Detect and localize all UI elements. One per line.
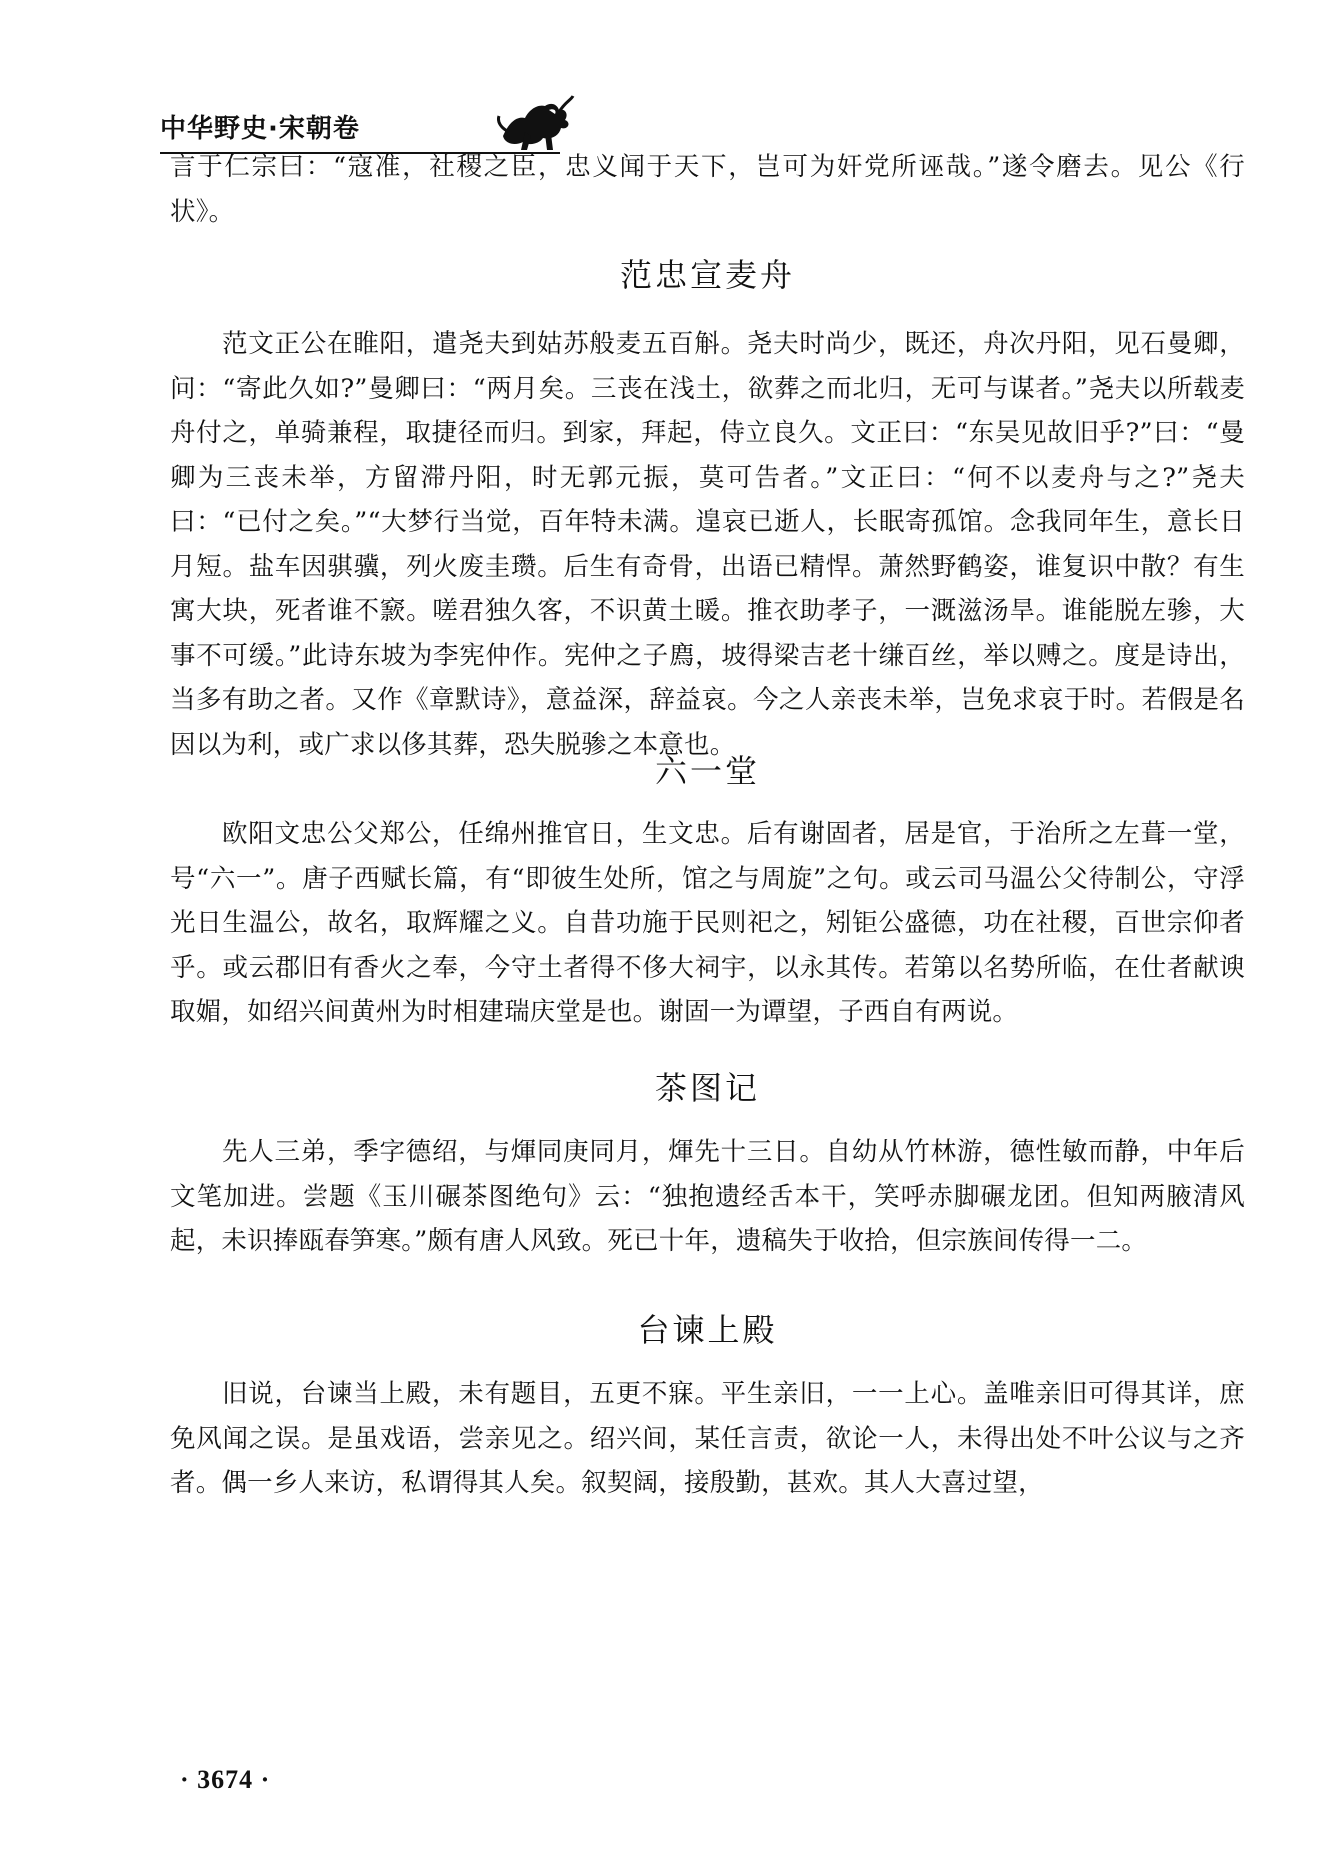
section-paragraph: 范文正公在睢阳，遣尧夫到姑苏般麦五百斛。尧夫时尚少，既还，舟次丹阳，见石曼卿，问：“寄此久如?”曼卿曰：“两月矣。三丧在浅土，欲葬之而北归，无可与谋者。”尧夫以所载麦舟付之，单骑兼程，取捷径而归。到家，拜起，侍立良久。文正曰：“东吴见故旧乎?”曰：“曼卿为三丧未举，方留滞丹阳，时无郭元振，莫可告者。”文正曰：“何不以麦舟与之?”尧夫曰：“已付之矣。”“大梦行当觉，百年特未满。遑哀已逝人，长眠寄孤馆。念我同年生，意长日月短。盐车因骐骥，列火废圭瓒。后生有奇骨，出语已精悍。萧然野鹤姿，谁复识中散？有生寓大块，死者谁不窾。嗟君独久客，不识黄土暖。推衣助孝子，一溉滋汤旱。谁能脱左骖，大事不可缓。”此诗东坡为李宪仲作。宪仲之子廌，坡得梁吉老十缣百丝，举以赙之。度是诗出，当多有助之者。又作《章默诗》，意益深，辞益哀。今之人亲丧未举，岂免求哀于时。若假是名因以为利，或广求以侈其葬，恐失脱骖之本意也。 xyxy=(170,329,1245,760)
section-paragraph: 欧阳文忠公父郑公，任绵州推官日，生文忠。后有谢固者，居是官，于治所之左葺一堂，号“六一”。唐子西赋长篇，有“即彼生处所，馆之与周旋”之句。或云司马温公父待制公，守浮光日生温公，故名，取辉耀之义。自昔功施于民则祀之，矧钜公盛德，功在社稷，百世宗仰者乎。或云郡旧有香火之奉，今守土者得不侈大祠宇，以永其传。若第以名势所临，在仕者献谀取媚，如绍兴间黄州为时相建瑞庆堂是也。谢固一为谭望，子西自有两说。 xyxy=(170,819,1245,1027)
section-body xyxy=(170,322,1245,767)
section-heading: 六一堂 xyxy=(654,752,760,790)
opening-paragraph: 言于仁宗曰：“寇准，社稷之臣，忠义闻于天下，岂可为奸党所诬哉。”遂令磨去。见公《行状》。 xyxy=(170,152,1245,227)
section-heading: 范忠宣麦舟 xyxy=(619,256,795,294)
section-heading: 茶图记 xyxy=(654,1069,760,1107)
section-paragraph: 旧说，台谏当上殿，未有题目，五更不寐。平生亲旧，一一上心。盖唯亲旧可得其详，庶免风闻之误。是虽戏语，尝亲见之。绍兴间，某任言责，欲论一人，未得出处不叶公议与之齐者。偶一乡人来访，私谓得其人矣。叙契阔，接殷勤，甚欢。其人大喜过望， xyxy=(170,1379,1245,1498)
book-title: 中华野史·宋朝卷 xyxy=(160,114,360,144)
section-body xyxy=(170,1130,1245,1264)
page-number: · 3674 · xyxy=(180,1765,271,1794)
section-paragraph: 先人三弟，季字德绍，与煇同庚同月，煇先十三日。自幼从竹林游，德性敏而静，中年后文笔加进。尝题《玉川碾茶图绝句》云：“独抱遗经舌本干，笑呼赤脚碾龙团。但知两腋清风起，未识捧瓯春笋寒。”颇有唐人风致。死已十年，遗稿失于收拾，但宗族间传得一二。 xyxy=(170,1137,1245,1256)
opening-paragraph-block xyxy=(170,145,1245,234)
section-heading: 台谏上殿 xyxy=(637,1311,778,1349)
dragon-emblem-icon xyxy=(495,92,575,152)
section-body xyxy=(170,812,1245,1035)
section-body xyxy=(170,1372,1245,1506)
